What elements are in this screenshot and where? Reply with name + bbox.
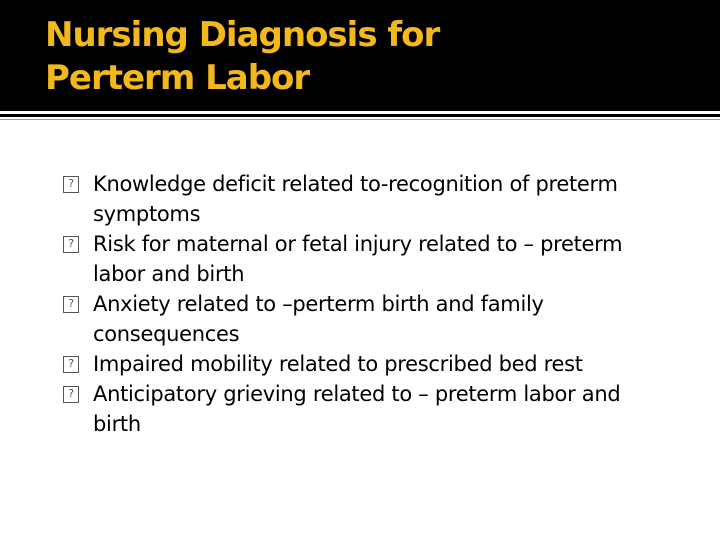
slide-title-line-2: Perterm Labor xyxy=(45,58,310,98)
bullet-item xyxy=(63,349,663,379)
missing-glyph-box-icon: ? xyxy=(63,386,79,403)
bullet-text: Anxiety related to –perterm birth and family consequences xyxy=(93,292,544,346)
title-divider-thin xyxy=(0,119,720,120)
missing-glyph-box-icon: ? xyxy=(63,176,79,193)
title-divider-thick xyxy=(0,114,720,117)
slide-title xyxy=(45,14,685,100)
bullet-item xyxy=(63,169,663,229)
bullet-item xyxy=(63,229,663,289)
slide-title-line-1: Nursing Diagnosis for xyxy=(45,15,440,55)
missing-glyph-box-icon: ? xyxy=(63,296,79,313)
title-band xyxy=(0,0,720,111)
missing-glyph-box-icon: ? xyxy=(63,356,79,373)
bullet-text: Knowledge deficit related to-recognition of preterm symptoms xyxy=(93,172,618,226)
missing-glyph-box-icon: ? xyxy=(63,236,79,253)
bullet-text: Impaired mobility related to prescribed bed rest xyxy=(93,352,583,376)
bullet-item xyxy=(63,289,663,349)
bullet-item xyxy=(63,379,663,439)
bullet-text: Risk for maternal or fetal injury related to – preterm labor and birth xyxy=(93,232,623,286)
bullet-text: Anticipatory grieving related to – preterm labor and birth xyxy=(93,382,621,436)
bullet-list xyxy=(63,169,663,439)
